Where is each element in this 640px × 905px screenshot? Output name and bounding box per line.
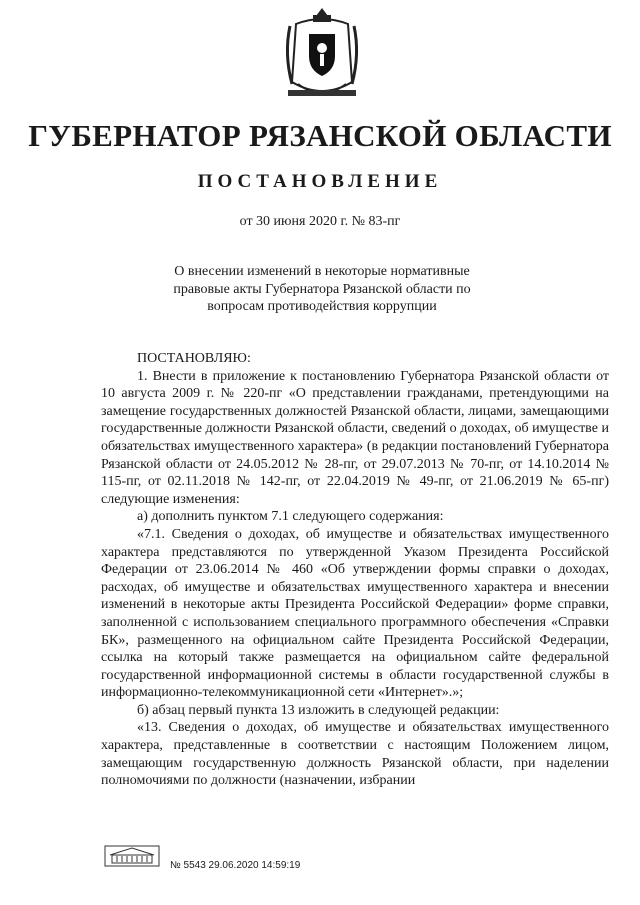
paragraph: «7.1. Сведения о доходах, об имуществе и обязательствах имущественного характера представляются по утвержденной Указом Президента Российской Федерации от 23.06.2014 № 460 «Об утверждении формы справки о доходах, расходах, об имуществе и обязательствах имущественного характера и внесении изменений в некоторые акты Президента Российской Федерации» форме справки, заполненной с использованием специального программного обеспечения «Справки БК», размещенного на официальном сайте Президента Российской Федерации, ссылка на который также размещается на официальном сайте федеральной государственной информационной системы в области государственной службы в информационно-телекоммуникационной сети «Интернет».»; — [101, 526, 609, 701]
paragraph: 1. Внести в приложение к постановлению Губернатора Рязанской области от 10 августа 2009 г. № 220-пг «О представлении гражданами, претендующими на замещение государственных должностей Рязанской области, лицами, замещающими государственные должности Рязанской области, сведений о доходах, об имуществе и обязательствах имущественного характера» (в редакции постановлений Губернатора Рязанской области от 24.05.2012 № 28-пг, от 29.07.2013 № 70-пг, от 14.10.2014 № 115-пг, от 02.11.2018 № 142-пг, от 22.04.2019 № 49-пг, от 21.06.2019 № 65-пг) следующие изменения: — [101, 368, 609, 507]
building-stamp-icon — [104, 845, 160, 867]
coat-of-arms-emblem — [282, 4, 362, 104]
document-type-title: ПОСТАНОВЛЕНИЕ — [197, 171, 443, 192]
paragraph: б) абзац первый пункта 13 изложить в следующей редакции: — [137, 702, 500, 718]
declaration-line: ПОСТАНОВЛЯЮ: — [137, 351, 251, 366]
governor-title: ГУБЕРНАТОР РЯЗАНСКОЙ ОБЛАСТИ — [28, 118, 612, 153]
paragraph: а) дополнить пунктом 7.1 следующего содержания: — [137, 509, 444, 525]
paragraph: «13. Сведения о доходах, об имуществе и обязательствах имущественного характера, представленные в соответствии с настоящим Положением лицом, замещающим государственную должность Рязанской области, при наделении полномочиями по должности (назначении, избрании — [101, 720, 609, 789]
registration-stamp: № 5543 29.06.2020 14:59:19 — [170, 860, 301, 871]
document-date-number: от 30 июня 2020 г. № 83-пг — [239, 214, 401, 229]
document-subject: О внесении изменений в некоторые нормативные правовые акты Губернатора Рязанской области по вопросам противодействия коррупции — [173, 264, 471, 314]
document-body — [101, 350, 609, 790]
